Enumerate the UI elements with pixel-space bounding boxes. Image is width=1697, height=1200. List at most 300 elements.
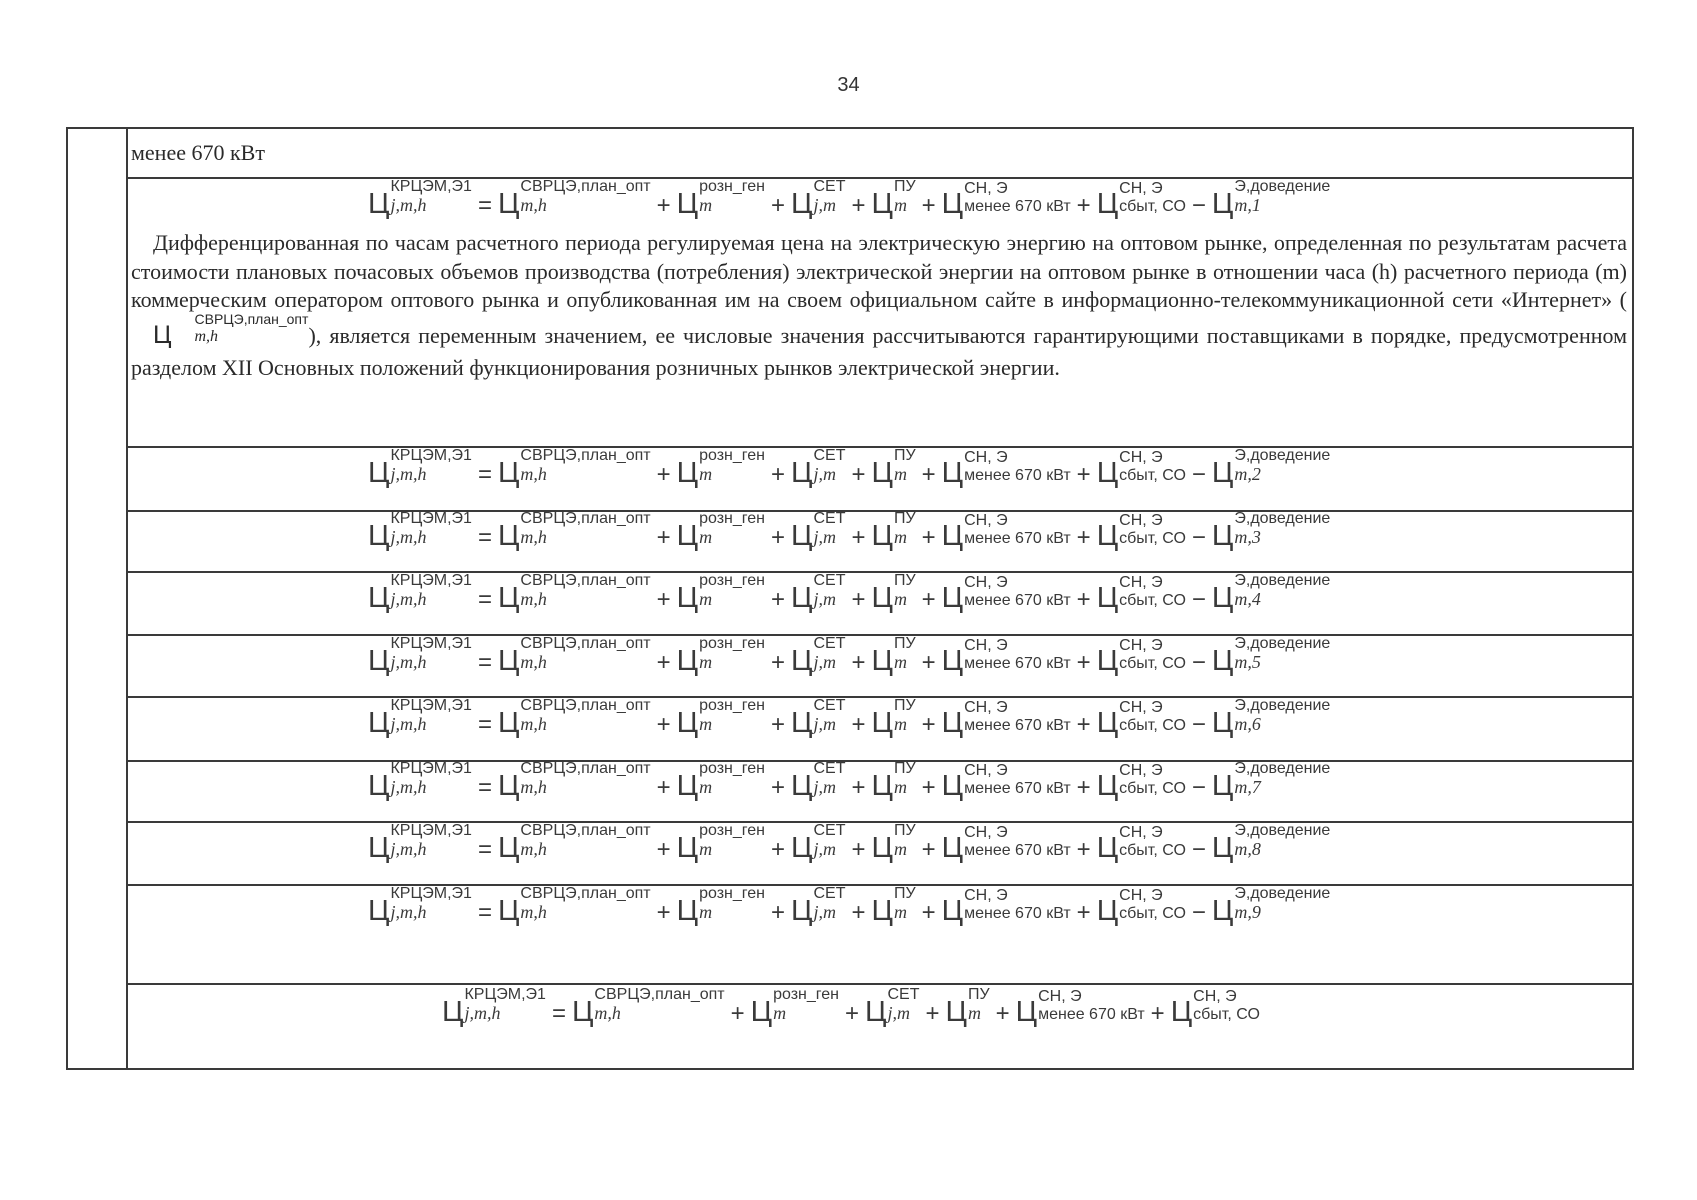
formula-subscript: m,h <box>520 527 547 547</box>
formula-scripts <box>893 822 916 859</box>
formula-operator: + <box>656 461 671 488</box>
formula-scripts <box>520 885 651 922</box>
formula-superscript: СЕТ <box>813 447 846 464</box>
formula-scripts <box>699 822 765 859</box>
formula-term <box>497 760 651 805</box>
formula-subscript: m <box>699 527 713 547</box>
formula-term <box>1211 760 1331 805</box>
formula-scripts <box>1193 988 1260 1025</box>
formula-term <box>1211 635 1331 680</box>
formula-symbol: Ц <box>945 996 967 1028</box>
formula-symbol: Ц <box>497 770 520 802</box>
formula-term <box>791 760 846 805</box>
formula-subscript: m <box>893 464 907 484</box>
formula-subscript: m,1 <box>1234 195 1261 215</box>
formula-scripts <box>813 447 846 484</box>
formula-row <box>368 822 1331 867</box>
formula-scripts <box>520 697 651 734</box>
formula-subscript: менее 670 кВт <box>964 530 1071 547</box>
formula-symbol: Ц <box>1211 832 1234 864</box>
formula-superscript: СН, Э <box>964 180 1008 197</box>
formula-term <box>871 510 916 555</box>
formula-subscript: m,9 <box>1234 902 1261 922</box>
paragraph-formula-sub: m,h <box>194 327 219 345</box>
formula-term <box>1096 180 1186 223</box>
formula-operator: + <box>656 711 671 738</box>
formula-symbol: Ц <box>676 770 699 802</box>
formula-subscript: j,m,h <box>390 839 427 859</box>
formula-scripts <box>699 885 765 922</box>
formula-scripts <box>390 635 472 672</box>
formula-subscript: m <box>893 195 907 215</box>
formula-term <box>871 822 916 867</box>
formula-operator: + <box>925 1000 940 1027</box>
formula-term <box>1096 824 1186 867</box>
formula-superscript: СВРЦЭ,план_опт <box>520 178 651 195</box>
formula-superscript: КРЦЭМ,Э1 <box>390 760 472 777</box>
formula-operator: + <box>656 649 671 676</box>
formula-symbol: Ц <box>941 582 964 614</box>
formula-scripts <box>813 178 846 215</box>
formula-scripts <box>699 178 765 215</box>
formula-term <box>1096 512 1186 555</box>
formula-term <box>1015 988 1145 1031</box>
formula-term <box>941 887 1071 930</box>
formula-symbol: Ц <box>1096 520 1119 552</box>
formula-scripts <box>390 697 472 734</box>
formula-superscript: Э,доведение <box>1234 822 1331 839</box>
formula-superscript: СН, Э <box>1119 887 1163 904</box>
formula-subscript: менее 670 кВт <box>964 780 1071 797</box>
formula-superscript: розн_ген <box>699 510 765 527</box>
formula-superscript: ПУ <box>893 635 916 652</box>
formula-superscript: СН, Э <box>964 574 1008 591</box>
formula-operator: + <box>1076 524 1091 551</box>
formula-operator: + <box>656 586 671 613</box>
formula-scripts <box>967 986 990 1023</box>
formula-subscript: j,m,h <box>390 652 427 672</box>
formula-scripts <box>390 760 472 797</box>
formula-superscript: ПУ <box>893 510 916 527</box>
formula-symbol: Ц <box>941 520 964 552</box>
formula-scripts <box>813 510 846 547</box>
formula-symbol: Ц <box>871 645 893 677</box>
formula-superscript: Э,доведение <box>1234 510 1331 527</box>
formula-term <box>1211 697 1331 742</box>
formula-term <box>571 986 725 1031</box>
formula-term <box>1211 885 1331 930</box>
formula-scripts <box>1234 822 1331 859</box>
formula-superscript: Э,доведение <box>1234 697 1331 714</box>
row-divider <box>126 884 1634 886</box>
formula-superscript: ПУ <box>967 986 990 1003</box>
formula-operator: + <box>851 586 866 613</box>
formula-superscript: СВРЦЭ,план_опт <box>520 760 651 777</box>
formula-operator: = <box>551 1000 566 1027</box>
formula-subscript: m,h <box>594 1003 621 1023</box>
formula-term <box>497 697 651 742</box>
formula-operator: = <box>477 899 492 926</box>
formula-scripts <box>813 697 846 734</box>
formula-scripts <box>813 885 846 922</box>
formula-superscript: ПУ <box>893 822 916 839</box>
formula-operator: + <box>851 524 866 551</box>
formula-superscript: СЕТ <box>813 635 846 652</box>
formula-symbol: Ц <box>871 188 893 220</box>
formula-scripts <box>464 986 546 1023</box>
formula-subscript: m <box>967 1003 981 1023</box>
formula-symbol: Ц <box>871 457 893 489</box>
formula-term <box>791 178 846 223</box>
formula-subscript: j,m <box>813 464 836 484</box>
formula-scripts <box>1234 760 1331 797</box>
formula-lhs <box>442 986 546 1031</box>
formula-operator: + <box>851 192 866 219</box>
row-divider <box>126 634 1634 636</box>
formula-operator: + <box>656 524 671 551</box>
formula-scripts <box>893 885 916 922</box>
formula-symbol: Ц <box>871 832 893 864</box>
row-divider <box>126 760 1634 762</box>
formula-superscript: розн_ген <box>699 635 765 652</box>
formula-subscript: m,h <box>520 777 547 797</box>
formula-scripts <box>699 635 765 672</box>
formula-operator: + <box>921 899 936 926</box>
formula-symbol: Ц <box>676 832 699 864</box>
formula-superscript: Э,доведение <box>1234 635 1331 652</box>
formula-term <box>676 447 765 492</box>
formula-symbol: Ц <box>368 895 390 927</box>
formula-scripts <box>964 512 1071 549</box>
formula-superscript: СН, Э <box>964 887 1008 904</box>
formula-term <box>791 635 846 680</box>
formula-subscript: сбыт, СО <box>1119 780 1186 797</box>
formula-symbol: Ц <box>871 895 893 927</box>
formula-symbol: Ц <box>1096 582 1119 614</box>
formula-symbol: Ц <box>941 707 964 739</box>
formula-scripts <box>699 510 765 547</box>
formula-operator: = <box>477 192 492 219</box>
formula-superscript: СН, Э <box>1193 988 1237 1005</box>
formula-symbol: Ц <box>368 520 390 552</box>
formula-term <box>676 822 765 867</box>
formula-superscript: ПУ <box>893 760 916 777</box>
formula-lhs <box>368 885 472 930</box>
formula-operator: + <box>851 774 866 801</box>
formula-operator: + <box>1076 461 1091 488</box>
formula-term <box>871 885 916 930</box>
formula-symbol: Ц <box>676 582 699 614</box>
formula-superscript: Э,доведение <box>1234 760 1331 777</box>
formula-scripts <box>1119 637 1186 674</box>
formula-term <box>871 635 916 680</box>
formula-term <box>871 572 916 617</box>
formula-term <box>941 699 1071 742</box>
formula-operator: + <box>1076 774 1091 801</box>
formula-scripts <box>390 572 472 609</box>
formula-symbol: Ц <box>368 582 390 614</box>
formula-operator: + <box>1076 711 1091 738</box>
formula-scripts <box>520 760 651 797</box>
formula-operator: + <box>771 649 786 676</box>
formula-superscript: СЕТ <box>813 178 846 195</box>
formula-operator: + <box>656 774 671 801</box>
formula-symbol: Ц <box>1211 895 1234 927</box>
formula-subscript: m <box>699 902 713 922</box>
formula-superscript: СН, Э <box>964 762 1008 779</box>
row-divider <box>126 821 1634 823</box>
formula-operator: + <box>1076 836 1091 863</box>
formula-scripts <box>1234 697 1331 734</box>
formula-subscript: менее 670 кВт <box>964 467 1071 484</box>
formula-scripts <box>1119 574 1186 611</box>
formula-subscript: m,h <box>520 464 547 484</box>
formula-superscript: розн_ген <box>699 822 765 839</box>
formula-superscript: СЕТ <box>813 572 846 589</box>
formula-term <box>871 697 916 742</box>
formula-term <box>791 885 846 930</box>
formula-lhs <box>368 697 472 742</box>
formula-subscript: сбыт, СО <box>1193 1006 1260 1023</box>
formula-subscript: сбыт, СО <box>1119 592 1186 609</box>
formula-term <box>871 447 916 492</box>
formula-scripts <box>699 447 765 484</box>
formula-lhs <box>368 178 472 223</box>
formula-superscript: СН, Э <box>964 699 1008 716</box>
formula-symbol: Ц <box>676 707 699 739</box>
formula-superscript: СВРЦЭ,план_опт <box>520 822 651 839</box>
formula-scripts <box>893 635 916 672</box>
formula-subscript: менее 670 кВт <box>964 592 1071 609</box>
formula-scripts <box>390 822 472 859</box>
formula-operator: + <box>771 461 786 488</box>
formula-subscript: m <box>893 777 907 797</box>
formula-subscript: сбыт, СО <box>1119 905 1186 922</box>
formula-subscript: m,h <box>520 839 547 859</box>
formula-operator: + <box>921 774 936 801</box>
formula-scripts <box>1119 512 1186 549</box>
formula-symbol: Ц <box>497 832 520 864</box>
formula-superscript: розн_ген <box>699 178 765 195</box>
formula-operator: + <box>851 461 866 488</box>
formula-scripts <box>893 447 916 484</box>
formula-symbol: Ц <box>871 707 893 739</box>
formula-subscript: менее 670 кВт <box>964 905 1071 922</box>
formula-term <box>1096 762 1186 805</box>
formula-operator: + <box>921 836 936 863</box>
formula-term <box>1211 822 1331 867</box>
formula-operator: + <box>845 1000 860 1027</box>
formula-superscript: розн_ген <box>699 447 765 464</box>
formula-operator: − <box>1191 899 1206 926</box>
formula-term <box>497 447 651 492</box>
formula-subscript: менее 670 кВт <box>964 842 1071 859</box>
formula-operator: + <box>1076 649 1091 676</box>
formula-subscript: сбыт, СО <box>1119 717 1186 734</box>
formula-term <box>941 824 1071 867</box>
formula-subscript: j,m <box>813 839 836 859</box>
formula-row <box>368 572 1331 617</box>
formula-scripts <box>699 697 765 734</box>
formula-symbol: Ц <box>941 770 964 802</box>
formula-symbol: Ц <box>368 188 390 220</box>
formula-subscript: j,m <box>813 195 836 215</box>
formula-operator: + <box>921 649 936 676</box>
formula-superscript: КРЦЭМ,Э1 <box>390 447 472 464</box>
formula-subscript: m <box>893 839 907 859</box>
formula-superscript: КРЦЭМ,Э1 <box>390 178 472 195</box>
formula-superscript: розн_ген <box>699 697 765 714</box>
formula-subscript: сбыт, СО <box>1119 198 1186 215</box>
formula-term <box>941 762 1071 805</box>
formula-superscript: СН, Э <box>1038 988 1082 1005</box>
formula-superscript: ПУ <box>893 447 916 464</box>
formula-superscript: СВРЦЭ,план_опт <box>520 572 651 589</box>
formula-subscript: j,m,h <box>390 777 427 797</box>
row-divider <box>126 510 1634 512</box>
formula-subscript: j,m,h <box>390 464 427 484</box>
formula-symbol: Ц <box>791 457 813 489</box>
formula-term <box>676 178 765 223</box>
formula-subscript: m,h <box>520 714 547 734</box>
formula-symbol: Ц <box>1096 457 1119 489</box>
formula-term <box>497 178 651 223</box>
formula-term <box>676 510 765 555</box>
formula-symbol: Ц <box>497 707 520 739</box>
formula-subscript: j,m,h <box>390 902 427 922</box>
formula-term <box>865 986 920 1031</box>
formula-superscript: КРЦЭМ,Э1 <box>464 986 546 1003</box>
formula-symbol: Ц <box>1015 996 1038 1028</box>
formula-scripts <box>1234 510 1331 547</box>
formula-superscript: СН, Э <box>1119 637 1163 654</box>
formula-operator: + <box>656 192 671 219</box>
formula-subscript: сбыт, СО <box>1119 655 1186 672</box>
formula-subscript: менее 670 кВт <box>964 655 1071 672</box>
formula-term <box>945 986 990 1031</box>
formula-symbol: Ц <box>368 770 390 802</box>
formula-subscript: m,2 <box>1234 464 1261 484</box>
formula-scripts <box>390 178 472 215</box>
formula-subscript: менее 670 кВт <box>964 198 1071 215</box>
formula-superscript: ПУ <box>893 885 916 902</box>
formula-row <box>368 447 1331 492</box>
formula-term <box>941 180 1071 223</box>
formula-operator: = <box>477 586 492 613</box>
formula-operator: + <box>771 524 786 551</box>
formula-subscript: j,m <box>813 714 836 734</box>
formula-superscript: СЕТ <box>887 986 920 1003</box>
formula-subscript: m <box>699 589 713 609</box>
formula-operator: + <box>771 836 786 863</box>
formula-superscript: СЕТ <box>813 697 846 714</box>
formula-scripts <box>964 824 1071 861</box>
formula-superscript: СН, Э <box>1119 699 1163 716</box>
formula-term <box>1211 572 1331 617</box>
formula-operator: + <box>921 461 936 488</box>
formula-superscript: СН, Э <box>964 449 1008 466</box>
formula-scripts <box>390 510 472 547</box>
formula-superscript: СЕТ <box>813 510 846 527</box>
formula-symbol: Ц <box>1211 645 1234 677</box>
formula-operator: + <box>995 1000 1010 1027</box>
formula-scripts <box>813 822 846 859</box>
formula-term <box>941 637 1071 680</box>
formula-term <box>791 572 846 617</box>
formula-symbol: Ц <box>1096 770 1119 802</box>
formula-subscript: j,m <box>813 527 836 547</box>
formula-scripts <box>964 762 1071 799</box>
formula-superscript: СВРЦЭ,план_опт <box>520 697 651 714</box>
description-paragraph <box>131 229 1627 382</box>
formula-scripts <box>1119 699 1186 736</box>
formula-scripts <box>773 986 839 1023</box>
formula-operator: + <box>656 899 671 926</box>
formula-symbol: Ц <box>750 996 773 1028</box>
formula-subscript: m,4 <box>1234 589 1261 609</box>
formula-term <box>676 635 765 680</box>
formula-symbol: Ц <box>791 188 813 220</box>
formula-symbol: Ц <box>676 457 699 489</box>
formula-scripts <box>1119 762 1186 799</box>
formula-superscript: СЕТ <box>813 885 846 902</box>
formula-superscript: ПУ <box>893 572 916 589</box>
formula-term <box>497 822 651 867</box>
formula-superscript: КРЦЭМ,Э1 <box>390 510 472 527</box>
formula-scripts <box>1119 449 1186 486</box>
formula-term <box>676 760 765 805</box>
formula-operator: = <box>477 774 492 801</box>
formula-term <box>1096 699 1186 742</box>
formula-operator: = <box>477 836 492 863</box>
formula-scripts <box>520 635 651 672</box>
formula-term <box>1096 449 1186 492</box>
formula-superscript: СВРЦЭ,план_опт <box>520 510 651 527</box>
formula-scripts <box>594 986 725 1023</box>
formula-subscript: m,3 <box>1234 527 1261 547</box>
formula-subscript: m,7 <box>1234 777 1261 797</box>
formula-subscript: сбыт, СО <box>1119 467 1186 484</box>
formula-symbol: Ц <box>1096 707 1119 739</box>
formula-operator: + <box>921 711 936 738</box>
formula-lhs <box>368 635 472 680</box>
formula-superscript: СВРЦЭ,план_опт <box>520 635 651 652</box>
formula-symbol: Ц <box>571 996 594 1028</box>
formula-symbol: Ц <box>1211 582 1234 614</box>
formula-symbol: Ц <box>497 188 520 220</box>
formula-scripts <box>1119 180 1186 217</box>
formula-superscript: СЕТ <box>813 760 846 777</box>
formula-subscript: m <box>893 589 907 609</box>
formula-operator: + <box>851 836 866 863</box>
formula-row <box>442 986 1260 1031</box>
formula-subscript: j,m <box>813 777 836 797</box>
table-column-divider <box>126 127 128 1070</box>
formula-operator: + <box>1076 192 1091 219</box>
formula-subscript: j,m <box>813 652 836 672</box>
formula-symbol: Ц <box>941 457 964 489</box>
formula-superscript: СВРЦЭ,план_опт <box>520 447 651 464</box>
formula-symbol: Ц <box>871 582 893 614</box>
formula-symbol: Ц <box>941 895 964 927</box>
formula-subscript: сбыт, СО <box>1119 842 1186 859</box>
formula-symbol: Ц <box>676 645 699 677</box>
formula-subscript: m <box>699 777 713 797</box>
formula-scripts <box>964 637 1071 674</box>
formula-symbol: Ц <box>941 832 964 864</box>
formula-subscript: j,m,h <box>390 527 427 547</box>
formula-row <box>368 697 1331 742</box>
